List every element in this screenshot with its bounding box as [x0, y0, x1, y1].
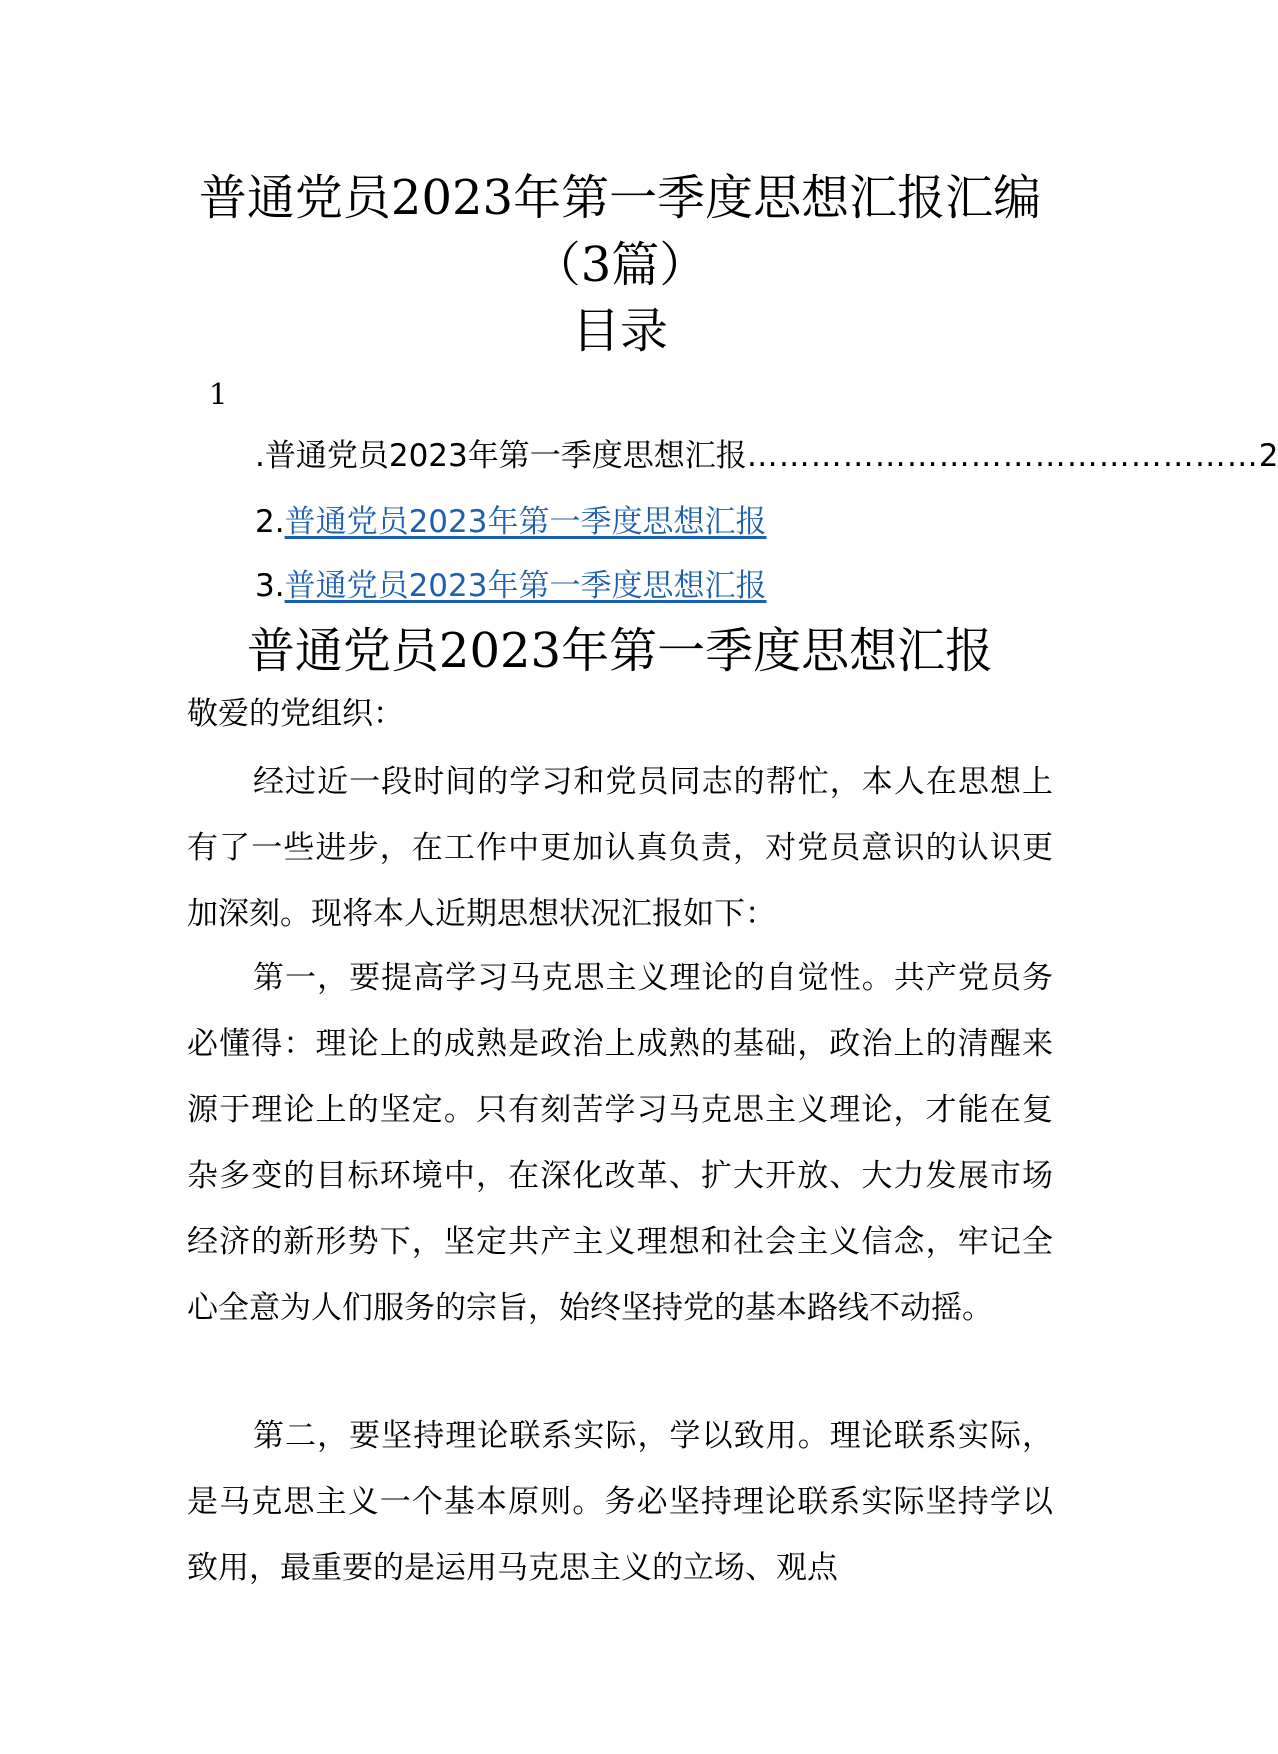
body-paragraph: 第二，要坚持理论联系实际，学以致用。理论联系实际，是马克思主义一个基本原则。务必坚持理论联系实际坚持学以致用，最重要的是运用马克思主义的立场、观点	[187, 1418, 1053, 1586]
toc-item-3-number: 3.	[255, 568, 285, 604]
toc-item-2	[255, 502, 766, 542]
document-subtitle: （3篇）	[532, 237, 708, 293]
toc-item-2-link[interactable]: 普通党员2023年第一季度思想汇报	[284, 504, 767, 540]
document-title: 普通党员2023年第一季度思想汇报汇编	[198, 170, 1042, 226]
toc-item-3-link[interactable]: 普通党员2023年第一季度思想汇报	[284, 568, 767, 604]
toc-leader-dots: …………………………………………	[746, 438, 1259, 474]
toc-item-2-number: 2.	[255, 504, 285, 540]
body-paragraph: 第一，要提高学习马克思主义理论的自觉性。共产党员务必懂得：理论上的成熟是政治上成熟的基础，政治上的清醒来源于理论上的坚定。只有刻苦学习马克思主义理论，才能在复杂多变的目标环境中，在深化改革、扩大开放、大力发展市场经济的新形势下，坚定共产主义理想和社会主义信念，牢记全心全意为人们服务的宗旨，始终坚持党的基本路线不动摇。	[187, 960, 1053, 1326]
salutation: 敬爱的党组织：	[187, 696, 404, 732]
toc-item-3	[255, 566, 766, 606]
toc-item-1-label: .普通党员2023年第一季度思想汇报	[255, 438, 747, 474]
toc-heading: 目录	[571, 303, 668, 359]
toc-item-1-number: 1	[209, 377, 228, 411]
article-title: 普通党员2023年第一季度思想汇报	[246, 623, 994, 679]
toc-item-1[interactable]	[255, 436, 1278, 476]
body-paragraph: 经过近一段时间的学习和党员同志的帮忙，本人在思想上有了一些进步，在工作中更加认真负责，对党员意识的认识更加深刻。现将本人近期思想状况汇报如下：	[187, 764, 1053, 932]
toc-item-1-page: 2	[1258, 438, 1278, 474]
